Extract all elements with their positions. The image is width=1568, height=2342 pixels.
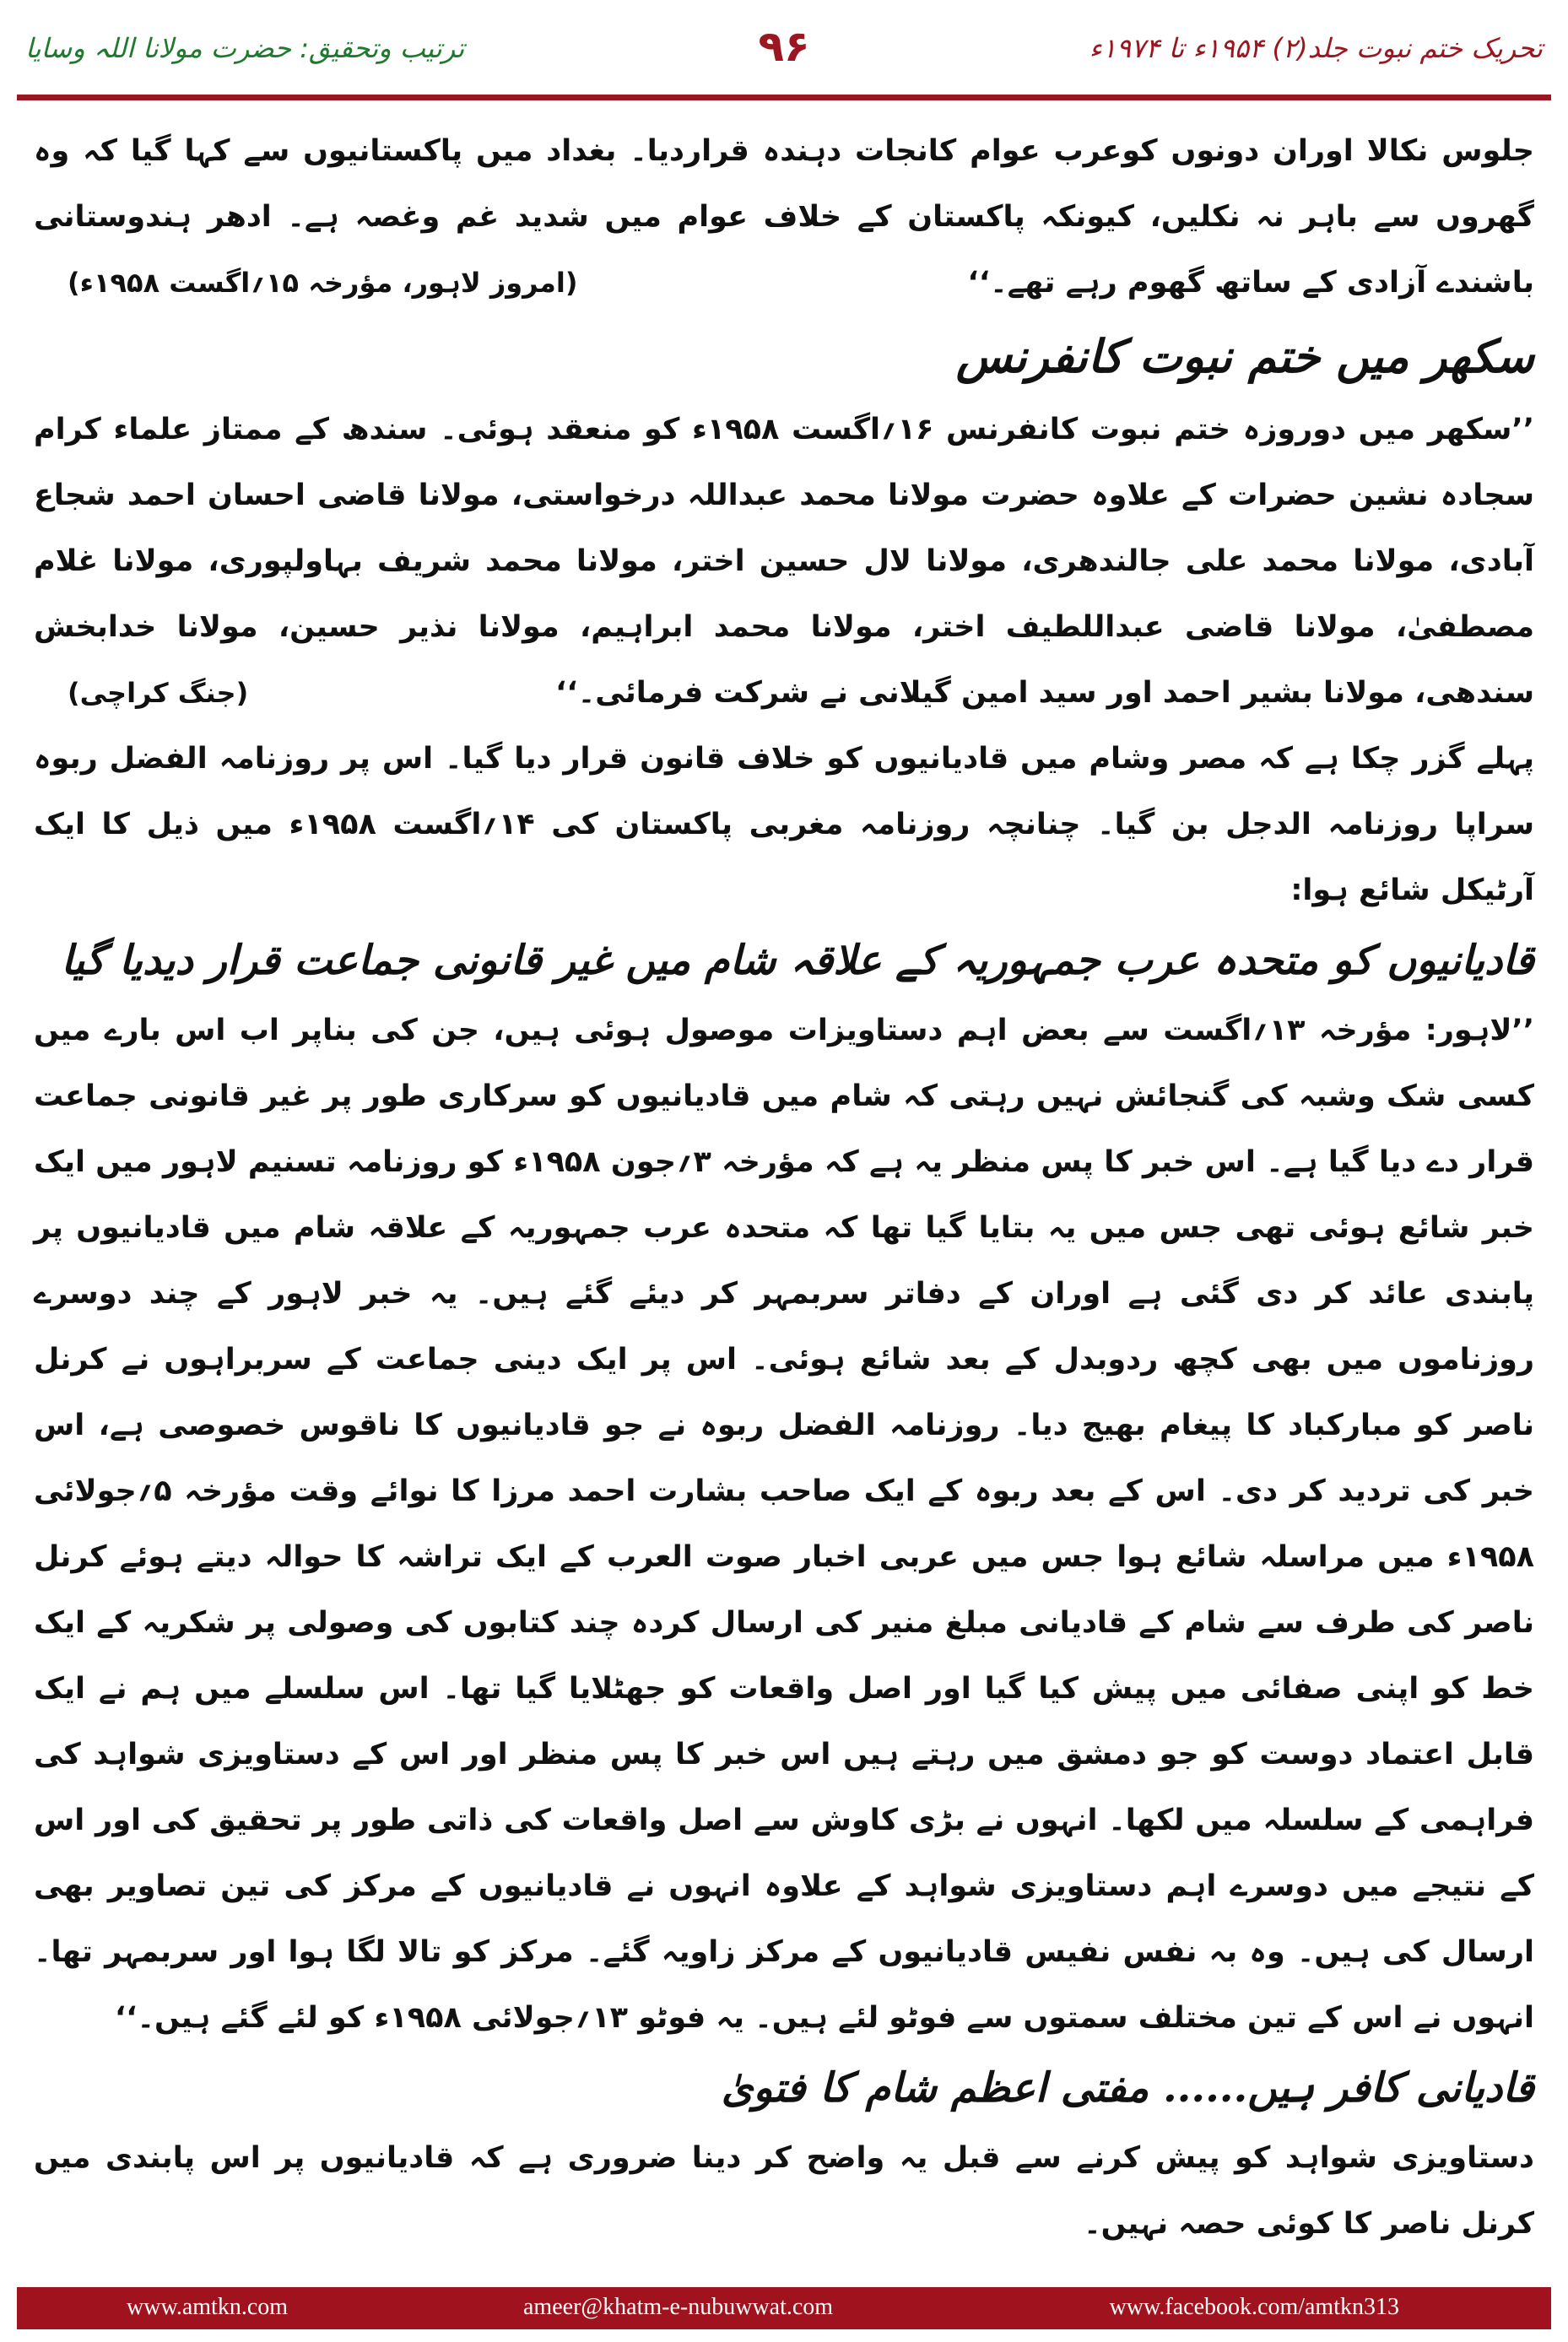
citation-jang: (جنگ کراچی): [68, 677, 249, 709]
paragraph-1-text: جلوس نکالا اوران دونوں کوعرب عوام کانجات دہندہ قراردیا۔ بغداد میں پاکستانیوں سے کہا گیا کہ وہ گھروں سے باہر نہ نکلیں، کیونکہ پاکستان کے خلاف عوام میں شدید غم وغصہ ہے۔ ادھر ہندوستانی باشندے آزادی کے ساتھ گھوم رہے تھے۔‘‘: [34, 134, 1534, 300]
header-divider: [17, 95, 1551, 100]
footer-facebook-link[interactable]: www.facebook.com/amtkn313: [1109, 2294, 1399, 2320]
page-number: ۹۶: [758, 22, 810, 71]
page-header: [0, 0, 1568, 110]
footer-email-link[interactable]: ameer@khatm-e-nubuwwat.com: [523, 2294, 834, 2320]
page-content: [34, 118, 1535, 2241]
paragraph-5: دستاویزی شواہد کو پیش کرنے سے قبل یہ واضح کر دینا ضروری ہے کہ قادیانیوں پر اس پابندی میں کرنل ناصر کا کوئی حصہ نہیں۔: [34, 2141, 1534, 2241]
page-footer: [17, 2287, 1551, 2329]
header-book-title: تحریک ختم نبوت جلد(۲) ۱۹۵۴ء تا ۱۹۷۴ء: [1089, 32, 1543, 64]
footer-website-link[interactable]: www.amtkn.com: [127, 2294, 289, 2320]
heading-mufti-fatwa: قادیانی کافر ہیں...... مفتی اعظم شام کا فتویٰ: [721, 2064, 1534, 2112]
paragraph-4: ’’لاہور: مؤرخہ ۱۳؍اگست سے بعض اہم دستاویزات موصول ہوئی ہیں، جن کی بناپر اب اس بارے میں کسی شک وشبہ کی گنجائش نہیں رہتی کہ شام میں قادیانیوں کو سرکاری طور پر غیر قانونی جماعت قرار دے دیا گیا ہے۔ اس خبر کا پس منظر یہ ہے کہ مؤرخہ ۳؍جون ۱۹۵۸ء کو روزنامہ تسنیم لاہور میں ایک خبر شائع ہوئی تھی جس میں یہ بتایا گیا تھا کہ متحدہ عرب جمہوریہ کے علاقہ شام میں قادیانیوں پر پابندی عائد کر دی گئی ہے اوران کے دفاتر سربمہر کر دیئے گئے ہیں۔ یہ خبر لاہور کے چند دوسرے روزناموں میں بھی کچھ ردوبدل کے بعد شائع ہوئی۔ اس پر ایک دینی جماعت کے سربراہوں نے کرنل ناصر کو مبارکباد کا پیغام بھیج دیا۔ روزنامہ الفضل ربوہ نے جو قادیانیوں کا ناقوس خصوصی ہے، اس خبر کی تردید کر دی۔ اس کے بعد ربوہ کے ایک صاحب بشارت احمد مرزا کا نوائے وقت مؤرخہ ۵؍جولائی ۱۹۵۸ء میں مراسلہ شائع ہوا جس میں عربی اخبار صوت العرب کے ایک تراشہ کا حوالہ دیتے ہوئے کرنل ناصر کی طرف سے شام کے قادیانی مبلغ منیر کی ارسال کردہ چند کتابوں کی وصولی پر شکریہ کے ایک خط کو اپنی صفائی میں پیش کیا گیا اور اصل واقعات کو جھٹلایا گیا تھا۔ اس سلسلے میں ہم نے ایک قابل اعتماد دوست کو جو دمشق میں رہتے ہیں اس خبر کا پس منظر اور اس کے دستاویزی شواہد کی فراہمی کے سلسلہ میں لکھا۔ انہوں نے بڑی کاوش سے اصل واقعات کی ذاتی طور پر تحقیق کی اور اس کے نتیجے میں دوسرے اہم دستاویزی شواہد کے علاوہ انہوں نے قادیانیوں کے مرکز کی تین تصاویر بھی ارسال کی ہیں۔ وہ بہ نفس نفیس قادیانیوں کے مرکز زاویہ گئے۔ مرکز کو تالا لگا ہوا اور سربمہر تھا۔ انہوں نے اس کے تین مختلف سمتوں سے فوٹو لئے ہیں۔ یہ فوٹو ۱۳؍جولائی ۱۹۵۸ء کو لئے گئے ہیں۔‘‘: [34, 1014, 1535, 2035]
paragraph-3: پہلے گزر چکا ہے کہ مصر وشام میں قادیانیوں کو خلاف قانون قرار دیا گیا۔ اس پر روزنامہ الفضل ربوہ سراپا روزنامہ الدجل بن گیا۔ چنانچہ روزنامہ مغربی پاکستان کی ۱۴؍اگست ۱۹۵۸ء میں ذیل کا ایک آرٹیکل شائع ہوا:: [34, 742, 1534, 907]
paragraph-1: [34, 118, 1534, 316]
paragraph-2-text: ’’سکھر میں دوروزہ ختم نبوت کانفرنس ۱۶؍اگست ۱۹۵۸ء کو منعقد ہوئی۔ سندھ کے ممتاز علماء کرام سجادہ نشین حضرات کے علاوہ حضرت مولانا محمد عبداللہ درخواستی، مولانا قاضی احسان احمد شجاع آبادی، مولانا محمد علی جالندھری، مولانا لال حسین اختر، مولانا محمد شریف بہاولپوری، مولانا غلام مصطفیٰ، مولانا قاضی عبداللطیف اختر، مولانا محمد ابراہیم، مولانا نذیر حسین، مولانا خدابخش سندھی، مولانا بشیر احمد اور سید امین گیلانی نے شرکت فرمائی۔‘‘: [34, 413, 1534, 710]
citation-amroz: (امروز لاہور، مؤرخہ ۱۵؍اگست ۱۹۵۸ء): [68, 267, 578, 299]
heading-sukkur-conference: سکھر میں ختم نبوت کانفرنس: [955, 329, 1534, 383]
header-credit: ترتیب وتحقیق: حضرت مولانا اللہ وسایا: [25, 32, 465, 64]
paragraph-2: [34, 397, 1534, 726]
heading-syria-ban: قادیانیوں کو متحدہ عرب جمہوریہ کے علاقہ شام میں غیر قانونی جماعت قرار دیدیا گیا: [61, 937, 1534, 984]
